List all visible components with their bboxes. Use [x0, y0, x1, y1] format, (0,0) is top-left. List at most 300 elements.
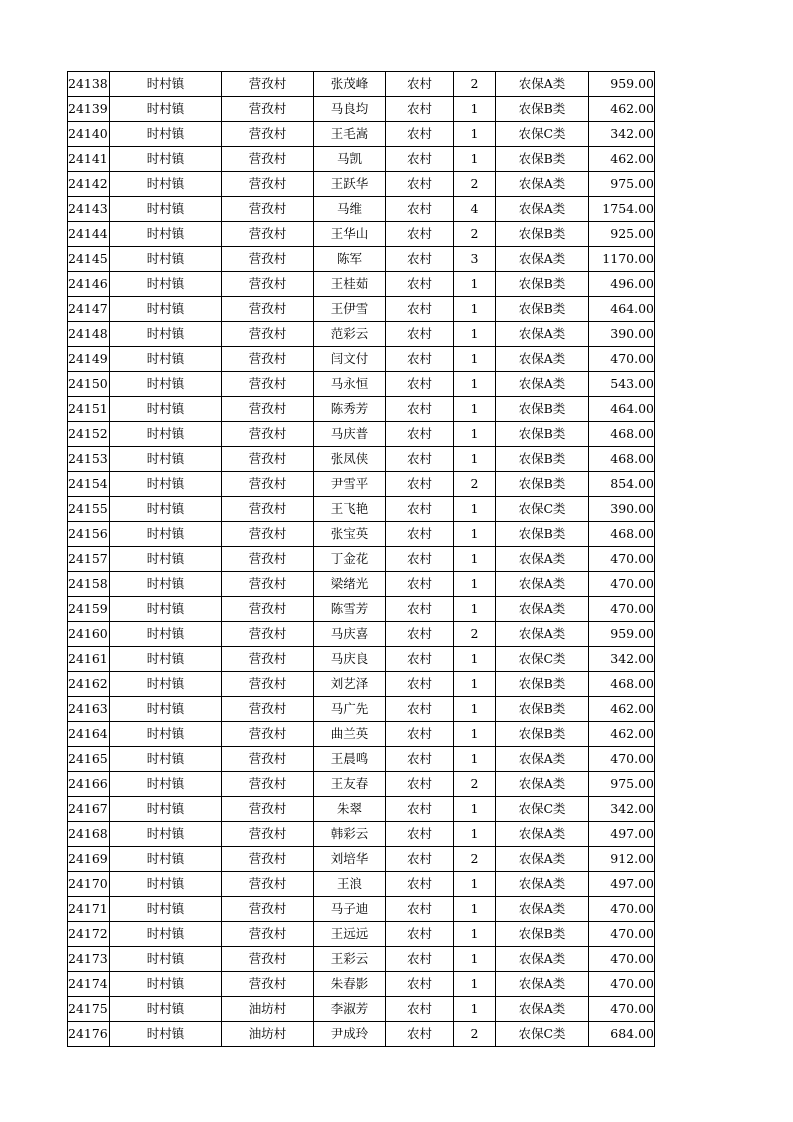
village-cell: 营孜村	[222, 797, 314, 822]
household-type-cell: 农村	[386, 222, 454, 247]
household-type-cell: 农村	[386, 472, 454, 497]
table-row	[68, 347, 655, 372]
amount-cell: 912.00	[589, 847, 655, 872]
table-row	[68, 1022, 655, 1047]
record-id-cell: 24151	[68, 397, 110, 422]
village-cell: 营孜村	[222, 422, 314, 447]
amount-cell: 462.00	[589, 697, 655, 722]
town-cell: 时村镇	[110, 422, 222, 447]
household-type-cell: 农村	[386, 447, 454, 472]
amount-cell: 543.00	[589, 372, 655, 397]
record-id-cell: 24149	[68, 347, 110, 372]
table-row	[68, 322, 655, 347]
name-cell: 尹雪平	[314, 472, 386, 497]
town-cell: 时村镇	[110, 947, 222, 972]
town-cell: 时村镇	[110, 347, 222, 372]
insurance-category-cell: 农保C类	[496, 497, 589, 522]
insurance-category-cell: 农保A类	[496, 172, 589, 197]
record-id-cell: 24160	[68, 622, 110, 647]
member-count-cell: 1	[454, 272, 496, 297]
member-count-cell: 1	[454, 897, 496, 922]
amount-cell: 342.00	[589, 122, 655, 147]
village-cell: 营孜村	[222, 447, 314, 472]
record-id-cell: 24138	[68, 72, 110, 97]
insurance-category-cell: 农保B类	[496, 522, 589, 547]
table-row	[68, 972, 655, 997]
town-cell: 时村镇	[110, 672, 222, 697]
name-cell: 范彩云	[314, 322, 386, 347]
name-cell: 王毛嵩	[314, 122, 386, 147]
town-cell: 时村镇	[110, 972, 222, 997]
record-id-cell: 24154	[68, 472, 110, 497]
town-cell: 时村镇	[110, 647, 222, 672]
subsidy-roster-table	[67, 71, 655, 1047]
insurance-category-cell: 农保A类	[496, 747, 589, 772]
name-cell: 丁金花	[314, 547, 386, 572]
amount-cell: 468.00	[589, 447, 655, 472]
table-row	[68, 897, 655, 922]
village-cell: 营孜村	[222, 597, 314, 622]
insurance-category-cell: 农保A类	[496, 72, 589, 97]
name-cell: 王桂茹	[314, 272, 386, 297]
amount-cell: 1170.00	[589, 247, 655, 272]
village-cell: 油坊村	[222, 997, 314, 1022]
member-count-cell: 3	[454, 247, 496, 272]
village-cell: 营孜村	[222, 847, 314, 872]
insurance-category-cell: 农保B类	[496, 422, 589, 447]
village-cell: 营孜村	[222, 697, 314, 722]
member-count-cell: 1	[454, 922, 496, 947]
town-cell: 时村镇	[110, 597, 222, 622]
record-id-cell: 24158	[68, 572, 110, 597]
village-cell: 营孜村	[222, 497, 314, 522]
town-cell: 时村镇	[110, 822, 222, 847]
village-cell: 营孜村	[222, 722, 314, 747]
amount-cell: 390.00	[589, 497, 655, 522]
insurance-category-cell: 农保B类	[496, 447, 589, 472]
town-cell: 时村镇	[110, 247, 222, 272]
record-id-cell: 24167	[68, 797, 110, 822]
table-row	[68, 272, 655, 297]
household-type-cell: 农村	[386, 297, 454, 322]
amount-cell: 470.00	[589, 347, 655, 372]
member-count-cell: 1	[454, 397, 496, 422]
name-cell: 马广先	[314, 697, 386, 722]
town-cell: 时村镇	[110, 197, 222, 222]
record-id-cell: 24157	[68, 547, 110, 572]
table-row	[68, 247, 655, 272]
name-cell: 张凤侠	[314, 447, 386, 472]
insurance-category-cell: 农保B类	[496, 97, 589, 122]
table-row	[68, 822, 655, 847]
record-id-cell: 24174	[68, 972, 110, 997]
village-cell: 营孜村	[222, 397, 314, 422]
record-id-cell: 24150	[68, 372, 110, 397]
insurance-category-cell: 农保A类	[496, 972, 589, 997]
town-cell: 时村镇	[110, 472, 222, 497]
name-cell: 陈军	[314, 247, 386, 272]
town-cell: 时村镇	[110, 72, 222, 97]
insurance-category-cell: 农保A类	[496, 772, 589, 797]
household-type-cell: 农村	[386, 322, 454, 347]
record-id-cell: 24147	[68, 297, 110, 322]
village-cell: 营孜村	[222, 947, 314, 972]
amount-cell: 470.00	[589, 597, 655, 622]
village-cell: 营孜村	[222, 872, 314, 897]
village-cell: 营孜村	[222, 672, 314, 697]
amount-cell: 468.00	[589, 422, 655, 447]
record-id-cell: 24139	[68, 97, 110, 122]
insurance-category-cell: 农保B类	[496, 297, 589, 322]
amount-cell: 342.00	[589, 797, 655, 822]
amount-cell: 470.00	[589, 547, 655, 572]
record-id-cell: 24172	[68, 922, 110, 947]
table-row	[68, 697, 655, 722]
table-row	[68, 422, 655, 447]
town-cell: 时村镇	[110, 372, 222, 397]
village-cell: 营孜村	[222, 622, 314, 647]
household-type-cell: 农村	[386, 497, 454, 522]
insurance-category-cell: 农保B类	[496, 672, 589, 697]
name-cell: 马凯	[314, 147, 386, 172]
member-count-cell: 1	[454, 872, 496, 897]
amount-cell: 975.00	[589, 172, 655, 197]
village-cell: 营孜村	[222, 347, 314, 372]
name-cell: 刘培华	[314, 847, 386, 872]
insurance-category-cell: 农保C类	[496, 797, 589, 822]
name-cell: 李淑芳	[314, 997, 386, 1022]
name-cell: 刘艺泽	[314, 672, 386, 697]
record-id-cell: 24169	[68, 847, 110, 872]
table-row	[68, 797, 655, 822]
household-type-cell: 农村	[386, 372, 454, 397]
household-type-cell: 农村	[386, 147, 454, 172]
name-cell: 王华山	[314, 222, 386, 247]
insurance-category-cell: 农保C类	[496, 647, 589, 672]
member-count-cell: 1	[454, 572, 496, 597]
village-cell: 营孜村	[222, 822, 314, 847]
amount-cell: 468.00	[589, 522, 655, 547]
insurance-category-cell: 农保A类	[496, 822, 589, 847]
household-type-cell: 农村	[386, 947, 454, 972]
town-cell: 时村镇	[110, 322, 222, 347]
member-count-cell: 1	[454, 947, 496, 972]
name-cell: 王飞艳	[314, 497, 386, 522]
member-count-cell: 2	[454, 772, 496, 797]
town-cell: 时村镇	[110, 997, 222, 1022]
table-row	[68, 122, 655, 147]
village-cell: 营孜村	[222, 472, 314, 497]
town-cell: 时村镇	[110, 297, 222, 322]
insurance-category-cell: 农保A类	[496, 997, 589, 1022]
table-row	[68, 847, 655, 872]
table-row	[68, 72, 655, 97]
member-count-cell: 1	[454, 322, 496, 347]
name-cell: 朱翠	[314, 797, 386, 822]
insurance-category-cell: 农保A类	[496, 247, 589, 272]
household-type-cell: 农村	[386, 897, 454, 922]
record-id-cell: 24176	[68, 1022, 110, 1047]
table-row	[68, 147, 655, 172]
name-cell: 马子迪	[314, 897, 386, 922]
name-cell: 尹成玲	[314, 1022, 386, 1047]
household-type-cell: 农村	[386, 522, 454, 547]
record-id-cell: 24143	[68, 197, 110, 222]
household-type-cell: 农村	[386, 747, 454, 772]
record-id-cell: 24164	[68, 722, 110, 747]
record-id-cell: 24156	[68, 522, 110, 547]
member-count-cell: 1	[454, 522, 496, 547]
table-row	[68, 472, 655, 497]
household-type-cell: 农村	[386, 822, 454, 847]
household-type-cell: 农村	[386, 772, 454, 797]
insurance-category-cell: 农保B类	[496, 222, 589, 247]
village-cell: 营孜村	[222, 772, 314, 797]
insurance-category-cell: 农保A类	[496, 197, 589, 222]
insurance-category-cell: 农保C类	[496, 122, 589, 147]
town-cell: 时村镇	[110, 922, 222, 947]
record-id-cell: 24153	[68, 447, 110, 472]
member-count-cell: 2	[454, 847, 496, 872]
table-row	[68, 372, 655, 397]
village-cell: 营孜村	[222, 72, 314, 97]
name-cell: 马良均	[314, 97, 386, 122]
table-row	[68, 222, 655, 247]
record-id-cell: 24155	[68, 497, 110, 522]
household-type-cell: 农村	[386, 272, 454, 297]
member-count-cell: 1	[454, 422, 496, 447]
table-row	[68, 572, 655, 597]
table-row	[68, 447, 655, 472]
amount-cell: 342.00	[589, 647, 655, 672]
town-cell: 时村镇	[110, 147, 222, 172]
amount-cell: 854.00	[589, 472, 655, 497]
member-count-cell: 1	[454, 997, 496, 1022]
member-count-cell: 1	[454, 497, 496, 522]
village-cell: 营孜村	[222, 222, 314, 247]
town-cell: 时村镇	[110, 522, 222, 547]
insurance-category-cell: 农保A类	[496, 547, 589, 572]
amount-cell: 1754.00	[589, 197, 655, 222]
member-count-cell: 1	[454, 672, 496, 697]
record-id-cell: 24146	[68, 272, 110, 297]
member-count-cell: 1	[454, 797, 496, 822]
member-count-cell: 1	[454, 97, 496, 122]
household-type-cell: 农村	[386, 172, 454, 197]
town-cell: 时村镇	[110, 772, 222, 797]
insurance-category-cell: 农保A类	[496, 597, 589, 622]
town-cell: 时村镇	[110, 97, 222, 122]
amount-cell: 959.00	[589, 72, 655, 97]
member-count-cell: 1	[454, 297, 496, 322]
amount-cell: 975.00	[589, 772, 655, 797]
name-cell: 马庆良	[314, 647, 386, 672]
name-cell: 张宝英	[314, 522, 386, 547]
table-row	[68, 772, 655, 797]
town-cell: 时村镇	[110, 172, 222, 197]
town-cell: 时村镇	[110, 272, 222, 297]
insurance-category-cell: 农保A类	[496, 847, 589, 872]
member-count-cell: 1	[454, 822, 496, 847]
town-cell: 时村镇	[110, 697, 222, 722]
table-row	[68, 597, 655, 622]
village-cell: 营孜村	[222, 897, 314, 922]
amount-cell: 925.00	[589, 222, 655, 247]
member-count-cell: 1	[454, 697, 496, 722]
member-count-cell: 1	[454, 347, 496, 372]
town-cell: 时村镇	[110, 1022, 222, 1047]
amount-cell: 684.00	[589, 1022, 655, 1047]
village-cell: 营孜村	[222, 922, 314, 947]
name-cell: 陈秀芳	[314, 397, 386, 422]
member-count-cell: 1	[454, 122, 496, 147]
household-type-cell: 农村	[386, 847, 454, 872]
member-count-cell: 1	[454, 547, 496, 572]
insurance-category-cell: 农保A类	[496, 572, 589, 597]
record-id-cell: 24152	[68, 422, 110, 447]
record-id-cell: 24148	[68, 322, 110, 347]
insurance-category-cell: 农保B类	[496, 697, 589, 722]
name-cell: 王浪	[314, 872, 386, 897]
member-count-cell: 2	[454, 622, 496, 647]
town-cell: 时村镇	[110, 497, 222, 522]
record-id-cell: 24144	[68, 222, 110, 247]
member-count-cell: 1	[454, 147, 496, 172]
name-cell: 王晨鸣	[314, 747, 386, 772]
household-type-cell: 农村	[386, 697, 454, 722]
table-row	[68, 397, 655, 422]
town-cell: 时村镇	[110, 222, 222, 247]
amount-cell: 470.00	[589, 897, 655, 922]
town-cell: 时村镇	[110, 897, 222, 922]
amount-cell: 497.00	[589, 872, 655, 897]
town-cell: 时村镇	[110, 447, 222, 472]
amount-cell: 462.00	[589, 97, 655, 122]
village-cell: 营孜村	[222, 172, 314, 197]
village-cell: 营孜村	[222, 122, 314, 147]
village-cell: 油坊村	[222, 1022, 314, 1047]
village-cell: 营孜村	[222, 322, 314, 347]
amount-cell: 390.00	[589, 322, 655, 347]
household-type-cell: 农村	[386, 672, 454, 697]
household-type-cell: 农村	[386, 347, 454, 372]
table-row	[68, 872, 655, 897]
member-count-cell: 1	[454, 972, 496, 997]
household-type-cell: 农村	[386, 1022, 454, 1047]
household-type-cell: 农村	[386, 572, 454, 597]
amount-cell: 959.00	[589, 622, 655, 647]
table-row	[68, 522, 655, 547]
town-cell: 时村镇	[110, 622, 222, 647]
village-cell: 营孜村	[222, 747, 314, 772]
name-cell: 马维	[314, 197, 386, 222]
household-type-cell: 农村	[386, 197, 454, 222]
name-cell: 张茂峰	[314, 72, 386, 97]
record-id-cell: 24165	[68, 747, 110, 772]
village-cell: 营孜村	[222, 572, 314, 597]
insurance-category-cell: 农保B类	[496, 147, 589, 172]
member-count-cell: 2	[454, 472, 496, 497]
town-cell: 时村镇	[110, 872, 222, 897]
amount-cell: 470.00	[589, 747, 655, 772]
village-cell: 营孜村	[222, 522, 314, 547]
name-cell: 朱春影	[314, 972, 386, 997]
village-cell: 营孜村	[222, 297, 314, 322]
roster-body	[68, 72, 655, 1047]
name-cell: 梁绪光	[314, 572, 386, 597]
name-cell: 王彩云	[314, 947, 386, 972]
town-cell: 时村镇	[110, 397, 222, 422]
household-type-cell: 农村	[386, 797, 454, 822]
table-row	[68, 97, 655, 122]
amount-cell: 497.00	[589, 822, 655, 847]
household-type-cell: 农村	[386, 647, 454, 672]
table-row	[68, 297, 655, 322]
member-count-cell: 1	[454, 747, 496, 772]
town-cell: 时村镇	[110, 547, 222, 572]
insurance-category-cell: 农保A类	[496, 897, 589, 922]
town-cell: 时村镇	[110, 572, 222, 597]
record-id-cell: 24159	[68, 597, 110, 622]
record-id-cell: 24141	[68, 147, 110, 172]
member-count-cell: 1	[454, 647, 496, 672]
record-id-cell: 24162	[68, 672, 110, 697]
member-count-cell: 1	[454, 597, 496, 622]
record-id-cell: 24175	[68, 997, 110, 1022]
amount-cell: 464.00	[589, 297, 655, 322]
name-cell: 曲兰英	[314, 722, 386, 747]
amount-cell: 462.00	[589, 147, 655, 172]
insurance-category-cell: 农保B类	[496, 722, 589, 747]
village-cell: 营孜村	[222, 247, 314, 272]
insurance-category-cell: 农保B类	[496, 272, 589, 297]
household-type-cell: 农村	[386, 922, 454, 947]
household-type-cell: 农村	[386, 722, 454, 747]
table-row	[68, 672, 655, 697]
insurance-category-cell: 农保A类	[496, 372, 589, 397]
record-id-cell: 24163	[68, 697, 110, 722]
town-cell: 时村镇	[110, 847, 222, 872]
village-cell: 营孜村	[222, 972, 314, 997]
member-count-cell: 1	[454, 722, 496, 747]
insurance-category-cell: 农保A类	[496, 322, 589, 347]
record-id-cell: 24166	[68, 772, 110, 797]
household-type-cell: 农村	[386, 247, 454, 272]
amount-cell: 496.00	[589, 272, 655, 297]
record-id-cell: 24168	[68, 822, 110, 847]
table-row	[68, 997, 655, 1022]
member-count-cell: 2	[454, 72, 496, 97]
member-count-cell: 1	[454, 447, 496, 472]
name-cell: 陈雪芳	[314, 597, 386, 622]
member-count-cell: 1	[454, 372, 496, 397]
household-type-cell: 农村	[386, 622, 454, 647]
insurance-category-cell: 农保B类	[496, 472, 589, 497]
town-cell: 时村镇	[110, 122, 222, 147]
amount-cell: 468.00	[589, 672, 655, 697]
name-cell: 马庆喜	[314, 622, 386, 647]
town-cell: 时村镇	[110, 747, 222, 772]
record-id-cell: 24170	[68, 872, 110, 897]
member-count-cell: 2	[454, 1022, 496, 1047]
record-id-cell: 24140	[68, 122, 110, 147]
name-cell: 王远远	[314, 922, 386, 947]
amount-cell: 470.00	[589, 572, 655, 597]
record-id-cell: 24173	[68, 947, 110, 972]
village-cell: 营孜村	[222, 647, 314, 672]
name-cell: 韩彩云	[314, 822, 386, 847]
record-id-cell: 24145	[68, 247, 110, 272]
